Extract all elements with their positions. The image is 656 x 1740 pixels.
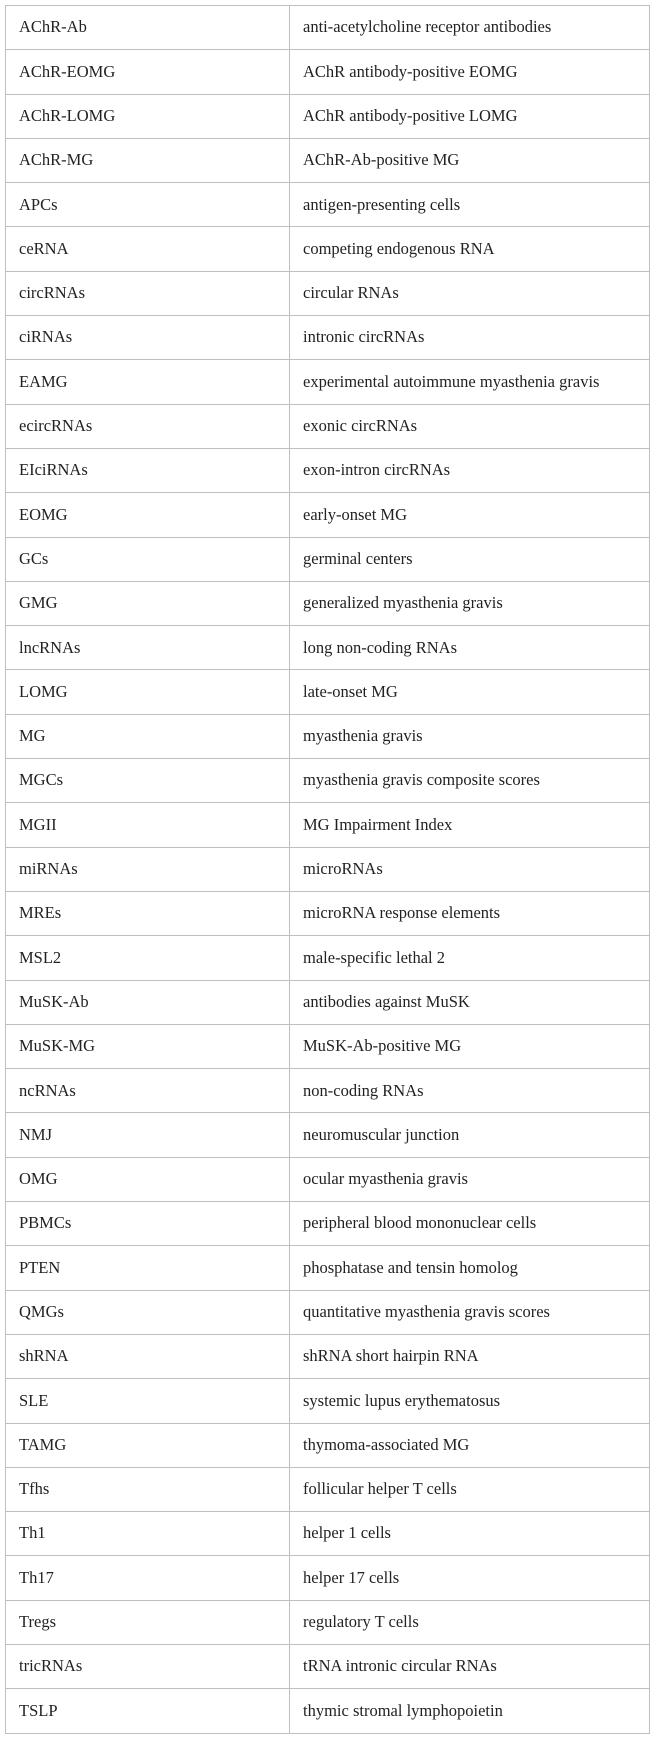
definition-cell: AChR-Ab-positive MG [290,138,650,182]
abbreviation-cell: MSL2 [6,936,290,980]
abbreviation-cell: SLE [6,1379,290,1423]
definition-cell: exonic circRNAs [290,404,650,448]
abbreviation-cell: Th17 [6,1556,290,1600]
table-row [6,847,650,891]
definition-cell: thymoma-associated MG [290,1423,650,1467]
definition-cell: ocular myasthenia gravis [290,1157,650,1201]
definition-cell: male-specific lethal 2 [290,936,650,980]
table-row [6,1334,650,1378]
abbreviation-cell: OMG [6,1157,290,1201]
definition-cell: competing endogenous RNA [290,227,650,271]
abbreviation-cell: tricRNAs [6,1644,290,1688]
abbreviation-cell: Tregs [6,1600,290,1644]
table-row [6,493,650,537]
abbreviation-cell: MGII [6,803,290,847]
definition-cell: germinal centers [290,537,650,581]
table-row [6,1157,650,1201]
definition-cell: helper 1 cells [290,1512,650,1556]
abbreviation-cell: GMG [6,581,290,625]
table-row [6,183,650,227]
abbreviation-cell: ncRNAs [6,1069,290,1113]
table-row [6,980,650,1024]
table-row [6,138,650,182]
abbreviation-cell: AChR-EOMG [6,50,290,94]
definition-cell: follicular helper T cells [290,1467,650,1511]
definition-cell: circular RNAs [290,271,650,315]
abbreviation-cell: EAMG [6,360,290,404]
abbreviation-cell: miRNAs [6,847,290,891]
definition-cell: AChR antibody-positive LOMG [290,94,650,138]
abbreviation-cell: AChR-LOMG [6,94,290,138]
abbreviation-cell: TAMG [6,1423,290,1467]
abbreviation-cell: PTEN [6,1246,290,1290]
definition-cell: regulatory T cells [290,1600,650,1644]
table-row [6,1024,650,1068]
definition-cell: tRNA intronic circular RNAs [290,1644,650,1688]
abbreviation-cell: circRNAs [6,271,290,315]
table-row [6,448,650,492]
definition-cell: shRNA short hairpin RNA [290,1334,650,1378]
definition-cell: generalized myasthenia gravis [290,581,650,625]
table-row [6,1246,650,1290]
table-row [6,1202,650,1246]
table-row [6,581,650,625]
definition-cell: non-coding RNAs [290,1069,650,1113]
table-row [6,50,650,94]
table-row [6,1556,650,1600]
definition-cell: experimental autoimmune myasthenia gravis [290,360,650,404]
definition-cell: MuSK-Ab-positive MG [290,1024,650,1068]
abbreviation-cell: MuSK-Ab [6,980,290,1024]
table-row [6,891,650,935]
abbreviation-cell: APCs [6,183,290,227]
table-row [6,6,650,50]
abbreviation-cell: Th1 [6,1512,290,1556]
table-row [6,1600,650,1644]
definition-cell: microRNAs [290,847,650,891]
table-row [6,1069,650,1113]
abbreviation-cell: shRNA [6,1334,290,1378]
definition-cell: helper 17 cells [290,1556,650,1600]
table-row [6,670,650,714]
table-row [6,404,650,448]
definition-cell: phosphatase and tensin homolog [290,1246,650,1290]
abbreviation-cell: PBMCs [6,1202,290,1246]
abbreviation-cell: ciRNAs [6,316,290,360]
table-row [6,803,650,847]
abbreviation-cell: ecircRNAs [6,404,290,448]
definition-cell: thymic stromal lymphopoietin [290,1689,650,1733]
definition-cell: long non-coding RNAs [290,626,650,670]
table-row [6,1379,650,1423]
definition-cell: systemic lupus erythematosus [290,1379,650,1423]
definition-cell: early-onset MG [290,493,650,537]
definition-cell: microRNA response elements [290,891,650,935]
definition-cell: neuromuscular junction [290,1113,650,1157]
abbreviation-cell: ceRNA [6,227,290,271]
abbreviation-cell: MG [6,714,290,758]
table-row [6,1467,650,1511]
definition-cell: intronic circRNAs [290,316,650,360]
abbreviations-table-body [6,6,650,1734]
definition-cell: late-onset MG [290,670,650,714]
abbreviation-cell: QMGs [6,1290,290,1334]
abbreviations-table [5,5,650,1734]
table-row [6,714,650,758]
table-row [6,1113,650,1157]
definition-cell: anti-acetylcholine receptor antibodies [290,6,650,50]
definition-cell: myasthenia gravis [290,714,650,758]
table-row [6,936,650,980]
abbreviation-cell: AChR-MG [6,138,290,182]
table-row [6,759,650,803]
definition-cell: exon-intron circRNAs [290,448,650,492]
abbreviation-cell: EIciRNAs [6,448,290,492]
abbreviation-cell: AChR-Ab [6,6,290,50]
abbreviation-cell: LOMG [6,670,290,714]
abbreviation-cell: lncRNAs [6,626,290,670]
definition-cell: antigen-presenting cells [290,183,650,227]
table-row [6,360,650,404]
abbreviation-cell: GCs [6,537,290,581]
table-row [6,1512,650,1556]
definition-cell: antibodies against MuSK [290,980,650,1024]
table-row [6,94,650,138]
definition-cell: quantitative myasthenia gravis scores [290,1290,650,1334]
table-row [6,1644,650,1688]
table-row [6,1290,650,1334]
table-row [6,227,650,271]
definition-cell: peripheral blood mononuclear cells [290,1202,650,1246]
table-row [6,537,650,581]
abbreviation-cell: NMJ [6,1113,290,1157]
definition-cell: MG Impairment Index [290,803,650,847]
abbreviation-cell: Tfhs [6,1467,290,1511]
abbreviation-cell: EOMG [6,493,290,537]
definition-cell: myasthenia gravis composite scores [290,759,650,803]
table-row [6,1423,650,1467]
definition-cell: AChR antibody-positive EOMG [290,50,650,94]
table-row [6,1689,650,1733]
table-row [6,271,650,315]
abbreviation-cell: MuSK-MG [6,1024,290,1068]
abbreviation-cell: MREs [6,891,290,935]
abbreviation-cell: TSLP [6,1689,290,1733]
table-row [6,316,650,360]
table-row [6,626,650,670]
abbreviation-cell: MGCs [6,759,290,803]
